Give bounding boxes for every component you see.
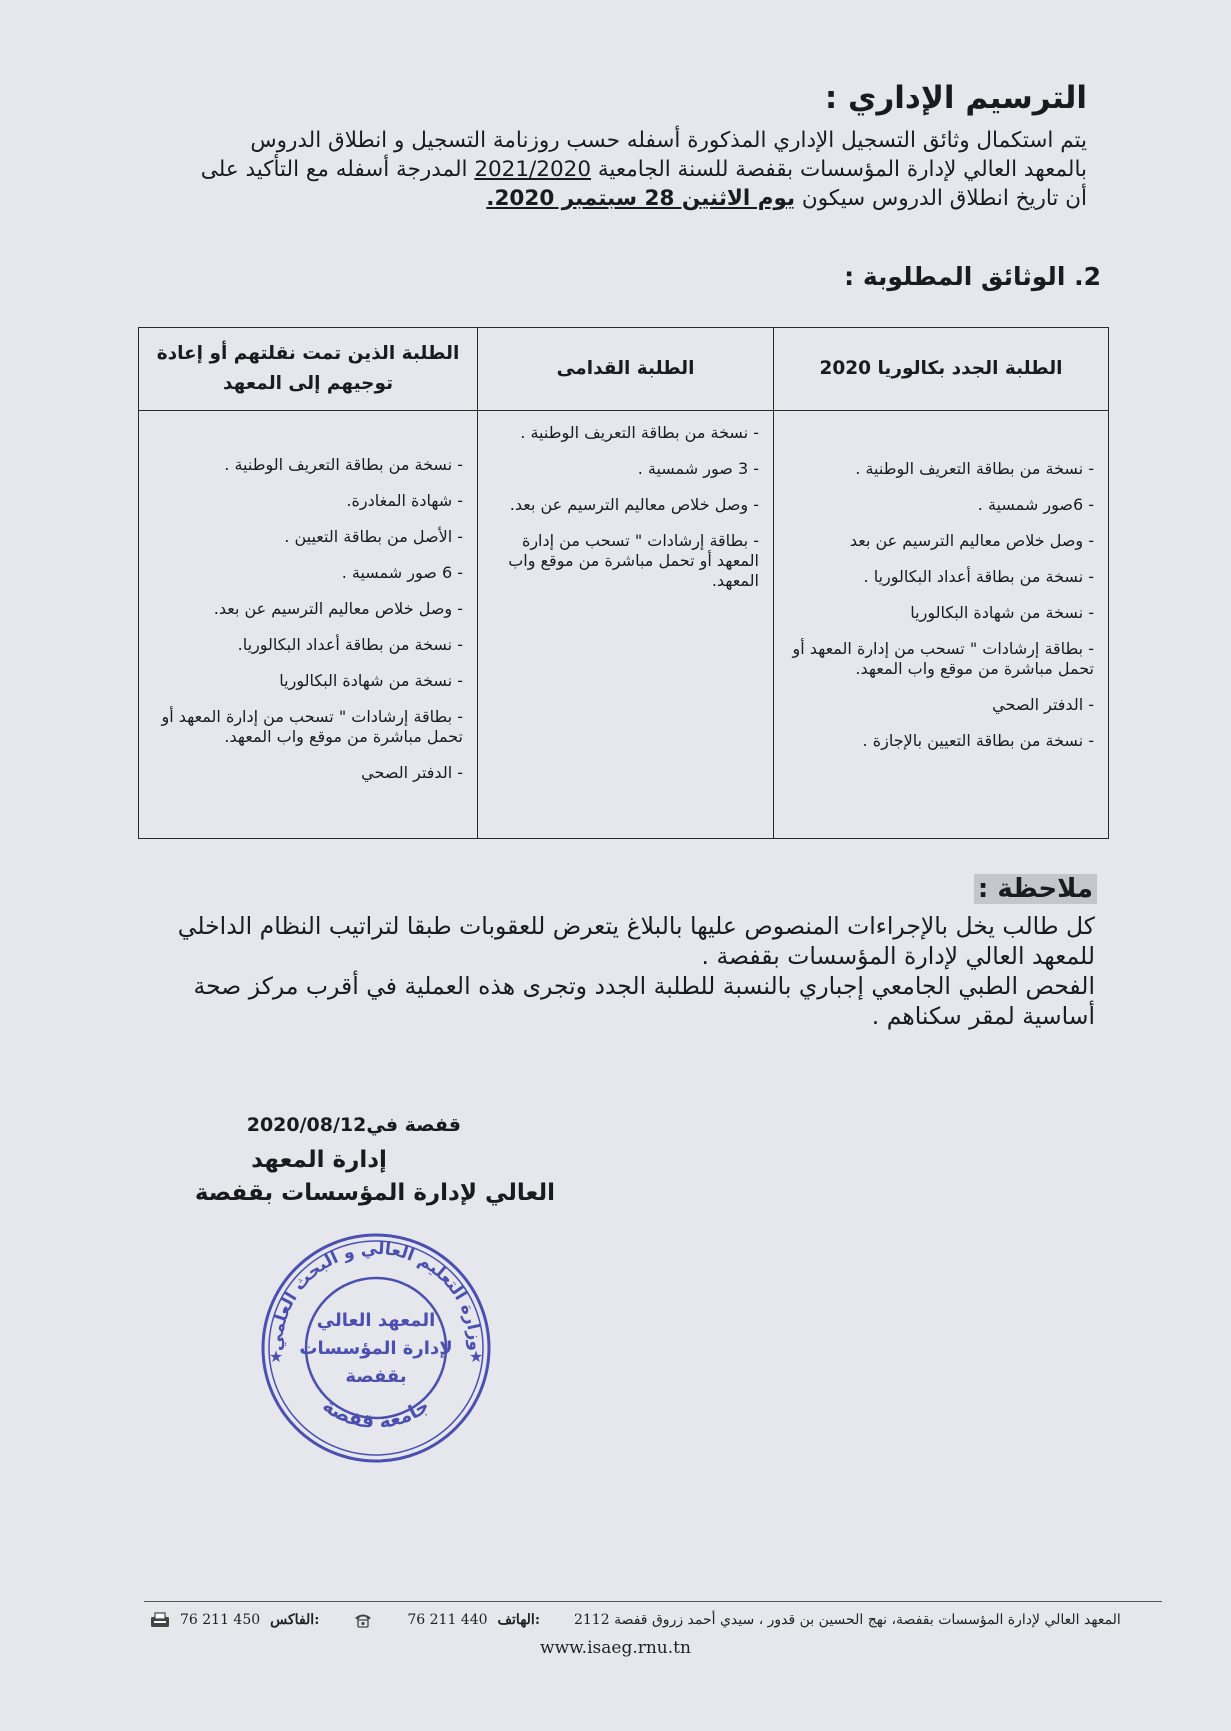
phone-label: الهاتف: (497, 1612, 540, 1628)
header-transferred-students: الطلبة الذين تمت نقلتهم أو إعادة توجيهم إلى المعهد (139, 328, 478, 411)
table-body-row (139, 411, 1109, 839)
transferred-students-list (151, 455, 463, 783)
header-old-students: الطلبة القدامى (478, 328, 774, 411)
page-title: الترسيم الإداري : (824, 80, 1087, 116)
list-item: - الدفتر الصحي (992, 695, 1094, 714)
header-new-students: الطلبة الجدد بكالوريا 2020 (774, 328, 1109, 411)
signature-line-2: العالي لإدارة المؤسسات بقفصة (194, 1180, 555, 1206)
fax-number: 76 211 450 (180, 1612, 261, 1628)
svg-text:جامعة قفصة (319, 1395, 434, 1433)
documents-heading: 2. الوثائق المطلوبة : (844, 262, 1101, 291)
note-body (155, 911, 1095, 1031)
note-line-medical: الفحص الطبي الجامعي إجباري بالنسبة للطلبة الجدد وتجرى هذه العملية في أقرب مركز صحة أساسية لمقر سكناهم . (193, 972, 1095, 1030)
seal-inner-line-2: لإدارة المؤسسات (299, 1338, 453, 1359)
phone-icon (353, 1612, 373, 1628)
fax-label: الفاكس: (270, 1612, 320, 1628)
required-documents-table (138, 327, 1109, 839)
seal-inner-line-1: المعهد العالي (316, 1310, 436, 1331)
list-item: - وصل خلاص معاليم الترسيم عن بعد (849, 531, 1094, 550)
new-students-list (786, 459, 1094, 751)
seal-star-left: ★ (268, 1347, 284, 1366)
list-item: - نسخة من بطاقة أعداد البكالوريا. (237, 635, 463, 654)
list-item: - الدفتر الصحي (361, 763, 463, 782)
footer-divider (144, 1601, 1162, 1602)
list-item: - نسخة من شهادة البكالوريا (910, 603, 1094, 622)
svg-text:وزارة التعليم العالي و البحث ا (267, 1239, 485, 1352)
list-item: - بطاقة إرشادات " تسحب من إدارة المعهد أو تحمل مباشرة من موقع واب المعهد. (161, 707, 463, 746)
list-item: - وصل خلاص معاليم الترسيم عن بعد. (509, 495, 759, 514)
list-item: - 3 صور شمسية . (637, 459, 759, 478)
list-item: - نسخة من شهادة البكالوريا (279, 671, 463, 690)
table-header-row (139, 328, 1109, 411)
list-item: - 6صور شمسية . (977, 495, 1094, 514)
list-item: - نسخة من بطاقة التعريف الوطنية . (224, 455, 463, 474)
list-item: - بطاقة إرشادات " تسحب من إدارة المعهد أو تحمل مباشرة من موقع واب المعهد. (508, 531, 759, 590)
note-line-penalties: كل طالب يخل بالإجراءات المنصوص عليها بالبلاغ يتعرض للعقوبات طبقا لتراتيب النظام الداخلي للمعهد العالي لإدارة المؤسسات بقفصة . (177, 912, 1095, 970)
classes-start-date: يوم الاثنين 28 سبتمبر 2020. (486, 186, 796, 211)
academic-year: 2021/2020 (474, 157, 592, 182)
list-item: - بطاقة إرشادات " تسحب من إدارة المعهد أو تحمل مباشرة من موقع واب المعهد. (792, 639, 1094, 678)
new-students-cell (774, 411, 1109, 839)
footer-contact-line (150, 1612, 1150, 1628)
intro-paragraph (187, 126, 1087, 213)
list-item: - وصل خلاص معاليم الترسيم عن بعد. (213, 599, 463, 618)
list-item: - نسخة من بطاقة أعداد البكالوريا . (863, 567, 1094, 586)
list-item: - شهادة المغادرة. (346, 491, 463, 510)
intro-text-2: المدرجة أسفله مع التأكيد على أن تاريخ انطلاق الدروس سيكون (200, 157, 1087, 211)
signature-place-date: قفصة في2020/08/12 (246, 1114, 461, 1136)
official-seal-stamp (256, 1232, 496, 1464)
seal-outer-text: وزارة التعليم العالي و البحث العلمي (266, 1238, 486, 1352)
list-item: - 6 صور شمسية . (341, 563, 463, 582)
list-item: - نسخة من بطاقة التعيين بالإجازة . (862, 731, 1094, 750)
fax-icon (150, 1612, 170, 1628)
note-label: ملاحظة : (974, 874, 1097, 904)
footer-address: المعهد العالي لإدارة المؤسسات بقفصة، نهج الحسين بن قدور ، سيدي أحمد زروق قفصة 2112 (573, 1612, 1121, 1628)
list-item: - نسخة من بطاقة التعريف الوطنية . (520, 423, 759, 442)
old-students-cell (478, 411, 774, 839)
seal-inner-line-3: بقفصة (345, 1366, 407, 1387)
phone-number: 76 211 440 (407, 1612, 488, 1628)
list-item: - الأصل من بطاقة التعيين . (284, 527, 463, 546)
seal-bottom-text: جامعة قفصة (318, 1394, 434, 1433)
seal-star-right: ★ (468, 1347, 484, 1366)
transferred-students-cell (139, 411, 478, 839)
footer-website[interactable]: www.isaeg.rnu.tn (540, 1638, 691, 1658)
list-item: - نسخة من بطاقة التعريف الوطنية . (855, 459, 1094, 478)
intro-text-1: يتم استكمال وثائق التسجيل الإداري المذكورة أسفله حسب روزنامة التسجيل و انطلاق الدروس بالمعهد العالي لإدارة المؤسسات بقفصة للسنة الجامعية (250, 128, 1087, 182)
old-students-list (490, 423, 759, 591)
signature-line-1: إدارة المعهد (251, 1147, 387, 1173)
